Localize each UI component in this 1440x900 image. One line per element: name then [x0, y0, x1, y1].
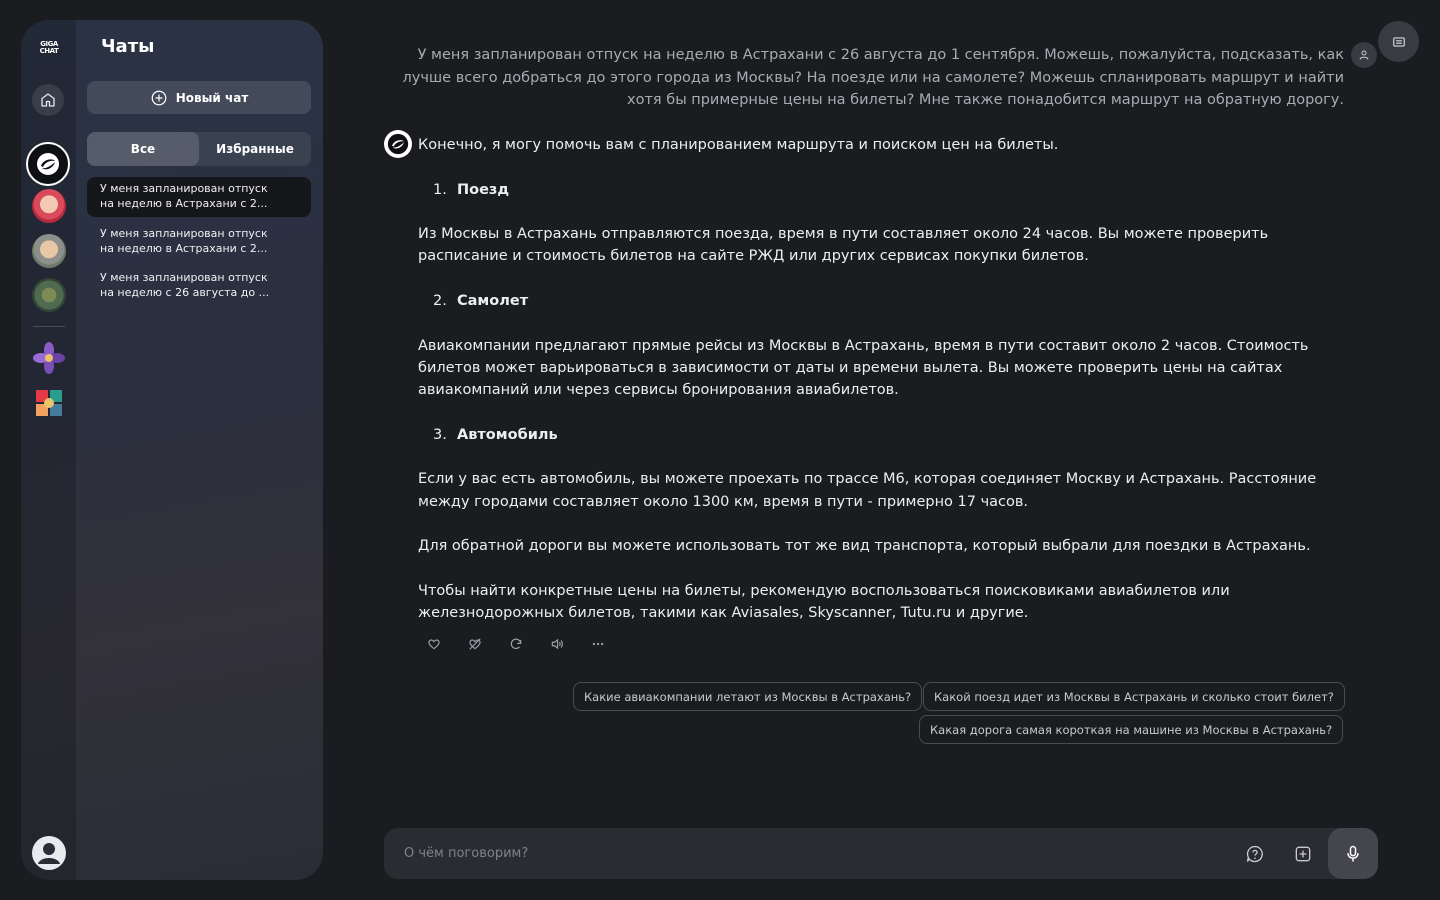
chat-item-line: У меня запланирован отпуск [100, 182, 268, 195]
list-heading: 1. Поезд [433, 181, 510, 198]
gigachat-assistant-button[interactable] [26, 142, 70, 186]
settings-panel-icon [1392, 35, 1406, 49]
plus-circle-icon [150, 89, 168, 107]
heart-icon [427, 637, 441, 651]
list-text: Из Москвы в Астрахань отправляются поезда, время в пути составляет около 24 часов. Вы можете проверить расписание и стоимость билетов на сайте РЖД или других сервисах покупки билетов. [418, 226, 1269, 265]
user-icon [1358, 49, 1370, 61]
message-input[interactable] [404, 828, 1224, 879]
new-chat-label: Новый чат [175, 90, 249, 105]
heart-off-icon [468, 637, 482, 651]
new-chat-button[interactable] [87, 81, 311, 114]
avatar-assistant-3[interactable] [32, 278, 66, 312]
tab-all[interactable]: Все [87, 132, 199, 166]
composer [384, 828, 1378, 879]
profile-button[interactable] [31, 835, 67, 871]
user-icon [31, 835, 67, 871]
home-button[interactable] [32, 84, 64, 116]
chat-item-line: на неделю в Астрахани с 2... [100, 197, 268, 210]
gigachat-swirl-icon [387, 133, 409, 155]
list-heading: 2. Самолет [433, 293, 529, 310]
closing-text: Чтобы найти конкретные цены на билеты, рекомендую воспользоваться поисковиками авиабилетов или железнодорожных билетов, такими как Aviasales, Skyscanner, Tutu.ru и другие. [418, 582, 1230, 622]
sidebar-panel [21, 20, 323, 880]
flower-icon [33, 342, 65, 374]
svg-text:GIGA: GIGA [40, 40, 58, 48]
chat-item-line: на неделю в Астрахани с 2... [100, 242, 268, 255]
dislike-button[interactable] [467, 636, 483, 652]
app-rail [21, 20, 76, 880]
list-text: Если у вас есть автомобиль, вы можете проехать по трассе М6, которая соединяет Москву и Астрахань. Расстояние между городами составляет около 1300 км, время в пути - примерно 17 часов. [418, 471, 1317, 510]
list-heading: 3. Автомобиль [433, 426, 558, 443]
bot-intro: Конечно, я могу помочь вам с планированием маршрута и поиском цен на билеты. [418, 137, 1059, 153]
svg-text:CHAT: CHAT [39, 47, 59, 54]
user-message: У меня запланирован отпуск на неделю в Астрахани с 26 августа до 1 сентября. Можешь, пожалуйста, подсказать, как лучше всего добраться до этого города из Москвы? На поезде или на самолете? Можешь спланировать маршрут и найти хотя бы примерные цены на билеты? Мне также понадобится маршрут на обратную дорогу. [402, 47, 1344, 108]
microphone-icon [1343, 844, 1363, 864]
like-button[interactable] [426, 636, 442, 652]
avatar-assistant-1[interactable] [32, 189, 66, 223]
bot-avatar [384, 130, 412, 158]
list-text: Авиакомпании предлагают прямые рейсы из Москвы в Астрахань, время в пути составит около 2 часов. Стоимость билетов может варьироваться в зависимости от даты и времени вылета. Вы можете проверить цены на сайтах авиакомпаний или через сервисы бронирования авиабилетов. [418, 337, 1309, 399]
gigachat-logo[interactable] [31, 40, 67, 54]
chat-list-item[interactable] [87, 177, 311, 217]
gallery-app-button[interactable] [33, 387, 65, 419]
chat-item-line: У меня запланирован отпуск [100, 227, 268, 240]
flower-app-button[interactable] [33, 342, 65, 374]
avatar-assistant-2[interactable] [32, 234, 66, 268]
more-button[interactable] [590, 636, 606, 652]
image-mosaic-icon [33, 387, 65, 419]
help-button[interactable] [1244, 843, 1266, 865]
user-message-avatar [1351, 42, 1377, 68]
chat-item-line: У меня запланирован отпуск [100, 271, 268, 284]
mic-button[interactable] [1328, 828, 1378, 879]
return-text: Для обратной дороги вы можете использовать тот же вид транспорта, который выбрали для поездки в Астрахань. [418, 538, 1311, 555]
chat-item-line: на неделю с 26 августа до ... [100, 286, 270, 299]
speaker-icon [550, 637, 564, 651]
logo-mark [31, 40, 67, 54]
attach-button[interactable] [1292, 843, 1314, 865]
suggestion-chip[interactable]: Какой поезд идет из Москвы в Астрахань и сколько стоит билет? [923, 682, 1345, 711]
home-icon [39, 91, 57, 109]
page-title: Чаты [101, 36, 155, 57]
tab-favorites[interactable]: Избранные [216, 142, 294, 156]
suggestion-chip[interactable]: Какие авиакомпании летают из Москвы в Астрахань? [573, 682, 922, 711]
settings-panel-button[interactable] [1378, 21, 1419, 62]
bot-message [418, 134, 1348, 625]
refresh-icon [509, 637, 523, 651]
gigachat-swirl-icon [35, 151, 61, 177]
speak-button[interactable] [549, 636, 565, 652]
question-icon [1245, 844, 1265, 864]
message-actions [426, 636, 606, 652]
regenerate-button[interactable] [508, 636, 524, 652]
rail-divider [33, 326, 65, 327]
plus-square-icon [1293, 844, 1313, 864]
more-dots-icon [591, 637, 605, 651]
chat-list-item[interactable] [87, 222, 311, 262]
chat-list-item[interactable] [87, 266, 311, 306]
suggestion-chip[interactable]: Какая дорога самая короткая на машине из Москвы в Астрахань? [919, 715, 1343, 744]
chat-filter-tabs [87, 132, 311, 166]
